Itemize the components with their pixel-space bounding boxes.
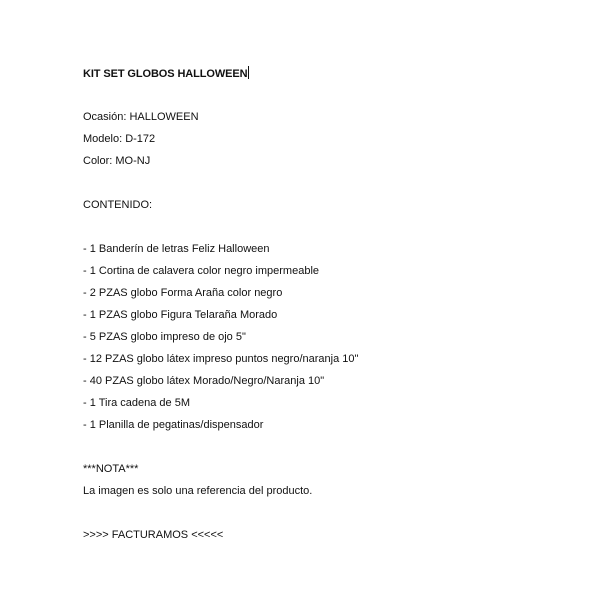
contents-item: - 2 PZAS globo Forma Araña color negro bbox=[83, 287, 283, 299]
text-cursor bbox=[248, 66, 249, 79]
contents-item: - 40 PZAS globo látex Morado/Negro/Naranja 10" bbox=[83, 375, 325, 387]
occasion-line: Ocasión: HALLOWEEN bbox=[83, 111, 199, 123]
document-title-text: KIT SET GLOBOS HALLOWEEN bbox=[83, 68, 248, 80]
color-line: Color: MO-NJ bbox=[83, 155, 151, 167]
contents-heading: CONTENIDO: bbox=[83, 199, 153, 211]
contents-item: - 1 Cortina de calavera color negro impermeable bbox=[83, 265, 320, 277]
contents-item: - 1 Planilla de pegatinas/dispensador bbox=[83, 419, 264, 431]
contents-item: - 1 Tira cadena de 5M bbox=[83, 397, 191, 409]
note-heading: ***NOTA*** bbox=[83, 463, 139, 475]
note-text: La imagen es solo una referencia del producto. bbox=[83, 485, 313, 497]
model-line: Modelo: D-172 bbox=[83, 133, 156, 145]
contents-item: - 12 PZAS globo látex impreso puntos negro/naranja 10" bbox=[83, 353, 359, 365]
footer-invoice-line: >>>> FACTURAMOS <<<<< bbox=[83, 529, 224, 541]
contents-item: - 5 PZAS globo impreso de ojo 5" bbox=[83, 331, 246, 343]
document-title bbox=[83, 66, 249, 81]
contents-item: - 1 Banderín de letras Feliz Halloween bbox=[83, 243, 270, 255]
contents-item: - 1 PZAS globo Figura Telaraña Morado bbox=[83, 309, 278, 321]
